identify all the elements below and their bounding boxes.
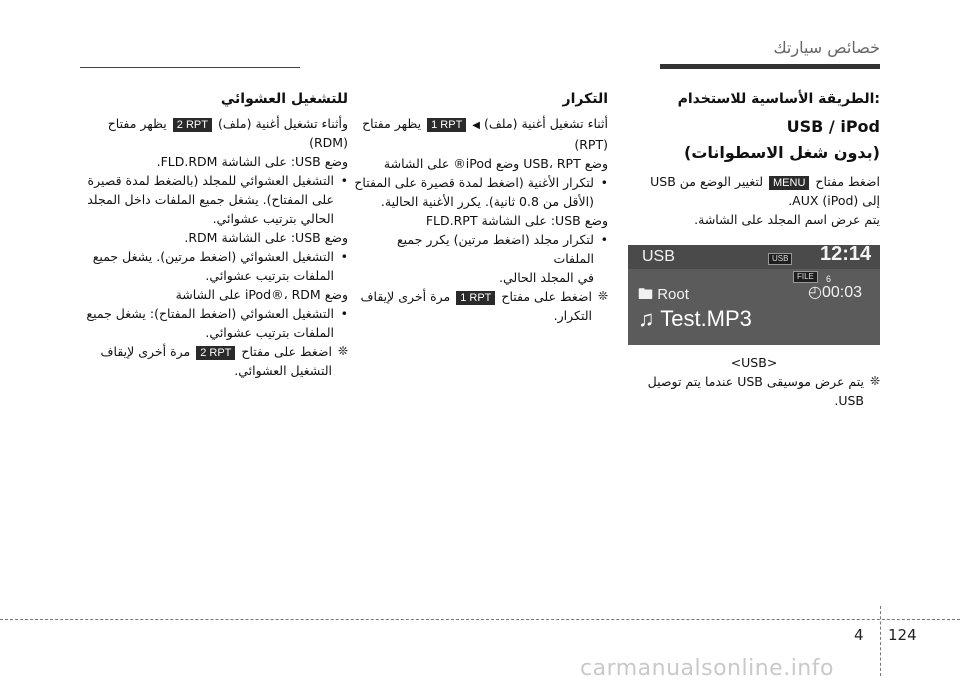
chapter-number: 4: [854, 626, 864, 644]
column-random: [78, 88, 348, 380]
random-bullet-cont: على المفتاح). يشغل جميع الملفات داخل المجلد: [87, 192, 334, 207]
random-intro-text: وأثناء تشغيل أغنية (ملف): [217, 116, 348, 131]
note-mark-icon: ❊: [597, 289, 608, 303]
note-text-cont: التكرار.: [553, 308, 592, 323]
screen-caption: <USB>: [730, 355, 778, 370]
music-note-icon: ♫: [638, 306, 655, 331]
screen-mode-label: USB: [642, 248, 675, 265]
page-header-title: خصائص سيارتك: [773, 38, 880, 57]
screen-clock: 12:14: [820, 245, 872, 265]
repeat-intro-text: يظهر مفتاح: [362, 116, 422, 131]
section-subtitle-usb-ipod: USB / iPod: [786, 117, 880, 136]
menu-key: MENU: [769, 176, 809, 190]
footer-dotted-divider: [880, 606, 881, 676]
header-rule-thin: [80, 67, 300, 68]
folder-icon: 🖿: [638, 286, 654, 303]
usb-display-screen: [628, 245, 880, 345]
random-bullet: • التشغيل العشوائي (اضغط المفتاح): يشغل جميع: [78, 304, 348, 323]
section-subtitle-no-disc: (بدون شغل الاسطوانات): [684, 143, 880, 162]
screen-track-row: [638, 306, 752, 331]
repeat-bullet-cont: (الأقل من 0.8 ثانية). يكرر الأغنية الحالية.: [380, 194, 594, 209]
random-display-mode: وضع USB: على الشاشة FLD.RDM.: [156, 154, 348, 169]
random-bullet-cont: الملفات بترتيب عشوائي.: [205, 268, 334, 283]
rpt2-key: 2 RPT: [173, 118, 212, 132]
random-rdm-label: (RDM): [309, 135, 348, 150]
rpt1-key: 1 RPT: [456, 291, 495, 305]
rpt1-key: 1 RPT: [427, 118, 466, 132]
repeat-intro: [353, 114, 608, 135]
random-bullet: • التشغيل العشوائي (اضغط مرتين). يشغل جميع: [78, 247, 348, 266]
footer-dotted-rule: [0, 619, 960, 620]
note-text: اضغط على مفتاح: [241, 344, 332, 359]
column-basic-usage: [628, 88, 880, 410]
note-mark-icon: ❊: [337, 344, 348, 358]
note-mark-icon: ❊: [869, 374, 880, 388]
instruction-text: لتغيير الوضع من USB: [650, 174, 764, 189]
header-rule-thick: [660, 64, 880, 69]
note-text: اضغط على مفتاح: [501, 289, 592, 304]
random-bullet-cont: الملفات بترتيب عشوائي.: [205, 325, 334, 340]
usb-note: [628, 372, 880, 410]
triangle-icon: ◀: [472, 120, 480, 131]
repeat-rpt-label: (RPT): [574, 137, 608, 152]
screen-track-name: Test.MP3: [660, 306, 752, 331]
section-heading-basic-usage: :الطريقة الأساسية للاستخدام: [677, 91, 880, 107]
repeat-bullet-cont: في المجلد الحالي.: [499, 270, 594, 285]
screen-folder-row: [638, 285, 689, 304]
repeat-note: [353, 287, 608, 306]
screen-file-number: 6: [826, 274, 832, 284]
repeat-bullet: • لتكرار الأغنية (اضغط لمدة قصيرة على المفتاح: [353, 173, 608, 192]
note-text-cont: التشغيل العشوائي.: [234, 363, 332, 378]
instruction-line: إلى AUX (iPod).: [788, 193, 880, 208]
screen-time-row: [808, 283, 862, 302]
page-number: 124: [888, 626, 917, 644]
column-repeat: [353, 88, 608, 325]
clock-icon: ◴: [808, 284, 822, 301]
repeat-bullet: • لتكرار مجلد (اضغط مرتين) يكرر جميع الملفات: [353, 230, 608, 268]
rpt2-key: 2 RPT: [196, 346, 235, 360]
random-intro: [78, 114, 348, 133]
note-text: مرة أخرى لإيقاف: [100, 344, 191, 359]
screen-usb-badge: USB: [768, 253, 792, 265]
repeat-display-mode: وضع USB، RPT وضع iPod® على الشاشة: [383, 156, 608, 171]
instruction-text: اضغط مفتاح: [815, 174, 880, 189]
screen-play-time: 00:03: [821, 284, 863, 301]
section-heading-random: للتشغيل العشوائي: [220, 91, 348, 107]
watermark: carmanualsonline.info: [580, 656, 834, 681]
random-ipod-mode: وضع iPod®، RDM على الشاشة: [175, 287, 348, 302]
section-heading-repeat: التكرار: [562, 91, 608, 107]
instruction-line: [628, 172, 880, 191]
random-display-mode: وضع USB: على الشاشة RDM.: [184, 230, 348, 245]
note-text: يتم عرض موسيقى USB عندما يتم توصيل USB.: [647, 374, 864, 408]
screen-folder-name: Root: [657, 286, 689, 303]
random-bullet-cont: الحالي بترتيب عشوائي.: [212, 211, 334, 226]
instruction-line: يتم عرض اسم المجلد على الشاشة.: [694, 212, 880, 227]
repeat-intro-text: أثناء تشغيل أغنية (ملف): [483, 116, 608, 131]
random-intro-text: يظهر مفتاح: [107, 116, 167, 131]
screen-file-badge: FILE: [793, 271, 818, 283]
note-text: مرة أخرى لإيقاف: [360, 289, 451, 304]
repeat-folder-mode: وضع USB: على الشاشة FLD.RPT: [425, 213, 608, 228]
random-note: [78, 342, 348, 361]
random-bullet: • التشغيل العشوائي للمجلد (بالضغط لمدة قصيرة: [78, 171, 348, 190]
